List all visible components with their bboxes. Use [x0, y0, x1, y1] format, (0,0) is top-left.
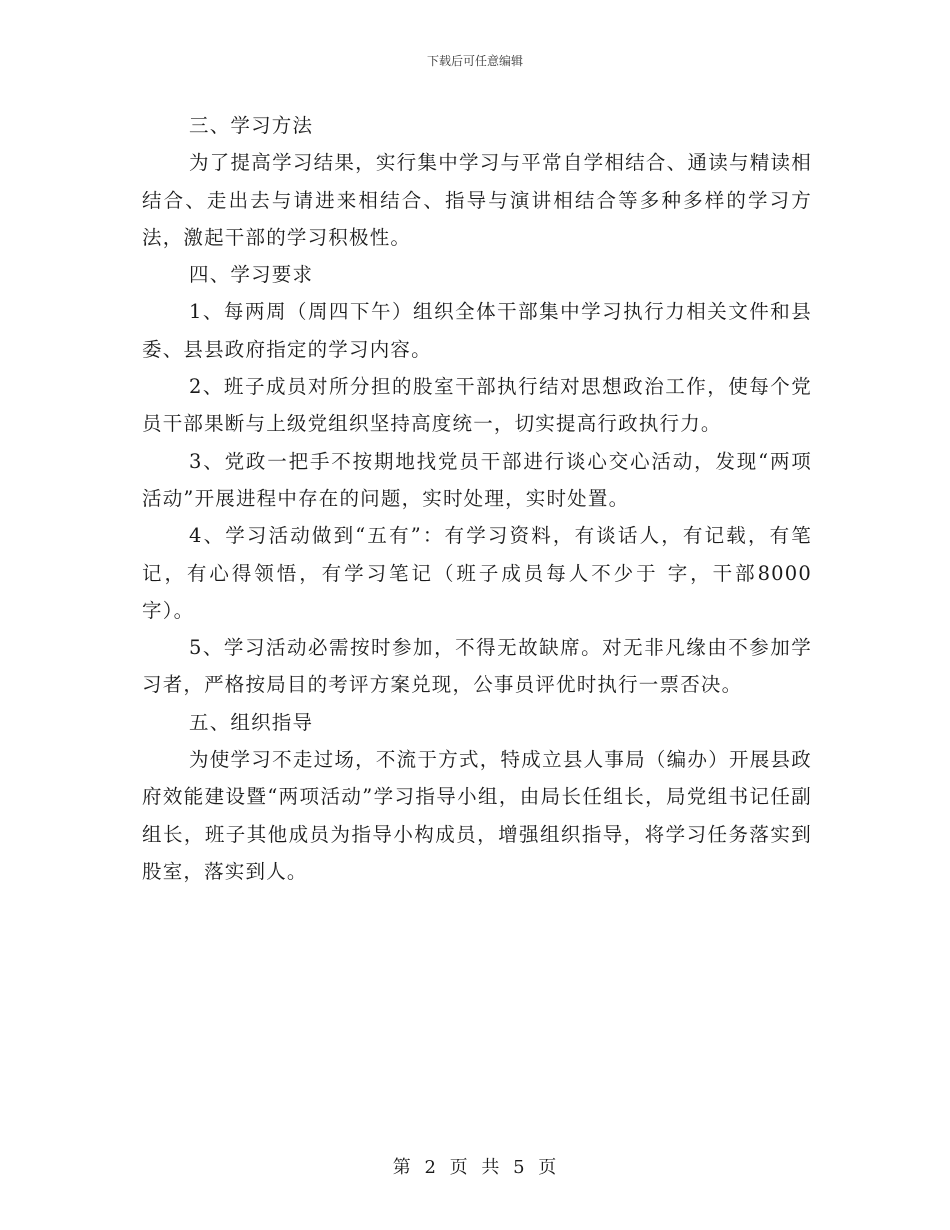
footer-label-unit: 页 — [449, 1157, 469, 1178]
footer-label-unit-end: 页 — [538, 1157, 558, 1178]
footer-current-page: 2 — [424, 1157, 437, 1178]
footer-total-pages: 5 — [513, 1157, 526, 1178]
paragraph-requirement-5: 5、学习活动必需按时参加，不得无故缺席。对无非凡缘由不参加学习者，严格按局目的考评方案兑现，公事员评优时执行一票否决。 — [142, 636, 812, 697]
section-heading-guidance: 五、组织指导 — [189, 710, 314, 734]
paragraph-requirement-2: 2、班子成员对所分担的股室干部执行结对思想政治工作，使每个党员干部果断与上级党组织坚持高度统一，切实提高行政执行力。 — [142, 375, 812, 436]
footer-label-page: 第 — [392, 1157, 412, 1178]
document-body — [142, 107, 812, 890]
footer-label-total: 共 — [481, 1157, 501, 1178]
paragraph-requirement-3: 3、党政一把手不按期地找党员干部进行谈心交心活动，发现“两项活动”开展进程中存在的问题，实时处理，实时处置。 — [142, 449, 812, 510]
paragraph-requirement-4: 4、学习活动做到“五有”：有学习资料，有谈话人，有记载，有笔记，有心得领悟，有学习笔记（班子成员每人不少于 字，干部8000字）。 — [142, 524, 812, 622]
page-header-note: 下载后可任意编辑 — [426, 54, 523, 68]
section-heading-requirements: 四、学习要求 — [189, 263, 314, 287]
page-number-footer — [0, 1153, 950, 1179]
section-heading-methods: 三、学习方法 — [189, 114, 314, 137]
paragraph-methods: 为了提高学习结果，实行集中学习与平常自学相结合、通读与精读相结合、走出去与请进来相结合、指导与演讲相结合等多种多样的学习方法，激起干部的学习积极性。 — [142, 151, 812, 249]
paragraph-requirement-1: 1、每两周（周四下午）组织全体干部集中学习执行力相关文件和县委、县县政府指定的学习内容。 — [142, 300, 812, 361]
paragraph-guidance: 为使学习不走过场，不流于方式，特成立县人事局（编办）开展县政府效能建设暨“两项活动”学习指导小组，由局长任组长，局党组书记任副组长，班子其他成员为指导小构成员，增强组织指导，将学习任务落实到股室，落实到人。 — [142, 748, 812, 883]
